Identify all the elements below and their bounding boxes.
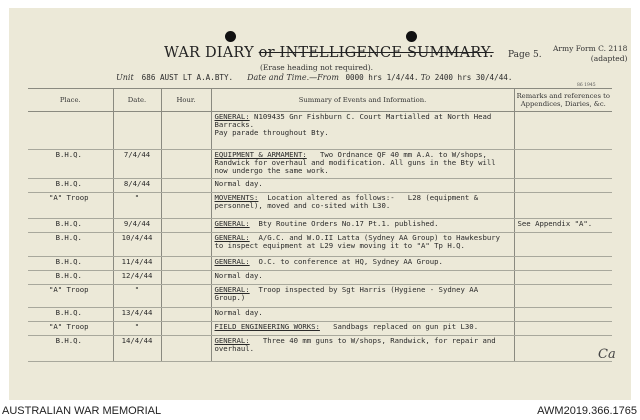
place-cell: B.H.Q. [28, 271, 113, 285]
place-cell: B.H.Q. [28, 179, 113, 193]
place-cell: "A" Troop [28, 322, 113, 336]
institution-name: AUSTRALIAN WAR MEMORIAL [2, 405, 162, 417]
remarks-cell [514, 271, 612, 285]
date-cell: 9/4/44 [113, 219, 161, 233]
hour-cell [161, 193, 211, 219]
remarks-cell [514, 193, 612, 219]
unit-value: 686 AUST LT A.A.BTY. [141, 73, 234, 82]
place-cell: "A" Troop [28, 285, 113, 308]
entry-heading: EQUIPMENT & ARMAMENT: [214, 150, 307, 159]
column-header-row [28, 89, 612, 112]
unit-line [116, 73, 526, 82]
table-row [28, 257, 612, 271]
place-cell: B.H.Q. [28, 219, 113, 233]
date-cell: " [113, 193, 161, 219]
table-row [28, 233, 612, 257]
from-value: 0000 hrs 1/4/44. [345, 73, 419, 82]
page-title [164, 45, 494, 61]
date-cell [113, 112, 161, 150]
remarks-cell [514, 150, 612, 179]
entry-text: Location altered as follows:- L28 (equipment & personnel), moved and co-sited with L30. [214, 193, 483, 211]
entry-text: Sandbags replaced on gun pit L30. [319, 322, 479, 331]
summary-cell [211, 336, 514, 362]
hour-cell [161, 257, 211, 271]
catalogue-number: AWM2019.366.1765 [537, 405, 637, 417]
hour-cell [161, 112, 211, 150]
summary-cell [211, 150, 514, 179]
table-row [28, 193, 612, 219]
remarks-cell [514, 322, 612, 336]
place-cell: B.H.Q. [28, 150, 113, 179]
table-row [28, 308, 612, 322]
date-cell: 13/4/44 [113, 308, 161, 322]
punch-hole [406, 31, 417, 42]
datetime-label: Date and Time.—From [247, 73, 339, 82]
handwritten-annotation: Ca [598, 347, 616, 362]
to-value: 2400 hrs 30/4/44. [434, 73, 513, 82]
column-place: Place. [28, 89, 113, 112]
column-hour: Hour. [161, 89, 211, 112]
entry-text: Normal day. [214, 179, 263, 188]
entry-heading: GENERAL: [214, 336, 250, 345]
unit-label: Unit [116, 73, 134, 82]
page-number: Page 5. [508, 50, 542, 60]
entry-heading: FIELD ENGINEERING WORKS: [214, 322, 320, 331]
entry-heading: GENERAL: [214, 112, 250, 121]
place-cell: B.H.Q. [28, 308, 113, 322]
hour-cell [161, 322, 211, 336]
table-row [28, 285, 612, 308]
remarks-cell [514, 308, 612, 322]
summary-cell [211, 219, 514, 233]
table-row [28, 150, 612, 179]
army-form-number: Army Form C. 2118 [553, 44, 628, 53]
entry-text: A/G.C. and W.O.II Latta (Sydney AA Group) to Hawkesbury to inspect equipment at L29 view moving it to "A" Tp H.Q. [214, 233, 505, 251]
title-struck: or INTELLIGENCE SUMMARY. [258, 45, 494, 61]
table-row [28, 179, 612, 193]
table-row [28, 112, 612, 150]
hour-cell [161, 179, 211, 193]
entry-text: Bty Routine Orders No.17 Pt.1. published. [249, 219, 439, 228]
remarks-cell: See Appendix "A". [514, 219, 612, 233]
punch-hole [225, 31, 236, 42]
entry-text: Two Ordnance QF 40 mm A.A. to W/shops, Randwick for overhaul and modification. All guns in the Bty will now undergo the same work. [214, 150, 501, 176]
summary-cell [211, 285, 514, 308]
remarks-cell [514, 233, 612, 257]
remarks-cell [514, 179, 612, 193]
entry-text: Normal day. [214, 308, 263, 317]
summary-cell [211, 257, 514, 271]
entry-text: Troop inspected by Sgt Harris (Hygiene - Sydney AA Group.) [214, 285, 483, 303]
summary-cell [211, 322, 514, 336]
column-remarks: Remarks and references to Appendices, Diaries, &c. [514, 89, 612, 112]
hour-cell [161, 308, 211, 322]
to-label: To [420, 73, 431, 82]
date-cell: 7/4/44 [113, 150, 161, 179]
archive-footer [0, 400, 640, 420]
reference-code: 86 1945 [577, 83, 596, 88]
hour-cell [161, 285, 211, 308]
table-row [28, 322, 612, 336]
diary-table [28, 88, 612, 362]
summary-cell [211, 308, 514, 322]
title-main: WAR DIARY [164, 45, 254, 61]
summary-cell [211, 271, 514, 285]
summary-cell [211, 193, 514, 219]
date-cell: 11/4/44 [113, 257, 161, 271]
entry-heading: GENERAL: [214, 257, 250, 266]
date-cell: 14/4/44 [113, 336, 161, 362]
entry-heading: GENERAL: [214, 233, 250, 242]
hour-cell [161, 336, 211, 362]
column-date: Date. [113, 89, 161, 112]
place-cell [28, 112, 113, 150]
date-cell: 10/4/44 [113, 233, 161, 257]
entry-text: Three 40 mm guns to W/shops, Randwick, for repair and overhaul. [214, 336, 501, 354]
date-cell: " [113, 322, 161, 336]
hour-cell [161, 233, 211, 257]
summary-cell [211, 179, 514, 193]
table-row [28, 336, 612, 362]
column-summary: Summary of Events and Information. [211, 89, 514, 112]
place-cell: B.H.Q. [28, 336, 113, 362]
entry-heading: GENERAL: [214, 219, 250, 228]
date-cell: " [113, 285, 161, 308]
place-cell: B.H.Q. [28, 257, 113, 271]
army-form-note: (adapted) [590, 54, 628, 63]
title-note: (Erase heading not required). [260, 63, 374, 72]
place-cell: B.H.Q. [28, 233, 113, 257]
hour-cell [161, 271, 211, 285]
remarks-cell [514, 112, 612, 150]
table-row [28, 219, 612, 233]
summary-cell [211, 233, 514, 257]
remarks-cell [514, 285, 612, 308]
hour-cell [161, 219, 211, 233]
entry-text: O.C. to conference at HQ, Sydney AA Group. [249, 257, 443, 266]
entry-heading: GENERAL: [214, 285, 250, 294]
table-row [28, 271, 612, 285]
entry-text: Normal day. [214, 271, 263, 280]
army-form-label [553, 44, 627, 64]
remarks-cell [514, 257, 612, 271]
place-cell: "A" Troop [28, 193, 113, 219]
hour-cell [161, 150, 211, 179]
date-cell: 8/4/44 [113, 179, 161, 193]
summary-cell [211, 112, 514, 150]
date-cell: 12/4/44 [113, 271, 161, 285]
entry-text: N109435 Gnr Fishburn C. Court Martialled at North Head Barracks. Pay parade throughout Bty. [214, 112, 492, 138]
entry-heading: MOVEMENTS: [214, 193, 259, 202]
